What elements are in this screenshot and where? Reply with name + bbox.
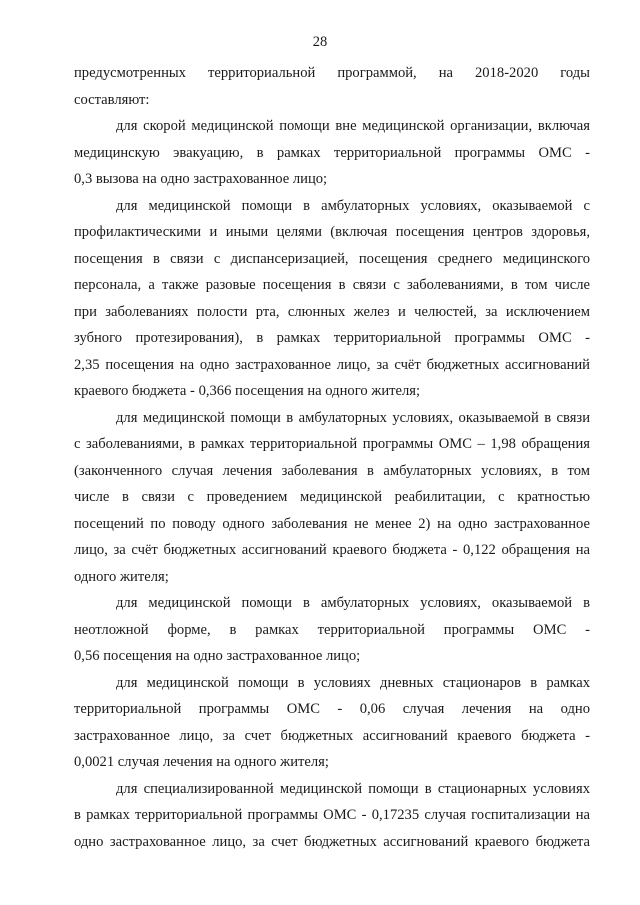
text-line: 0,3 вызова на одно застрахованное лицо; <box>74 171 328 187</box>
page-number: 28 <box>312 34 328 50</box>
text-line: числе в связи с проведением медицинской реабилитации, с кратностью <box>74 489 590 505</box>
text-line: составляют: <box>74 91 150 108</box>
text-line: 2,35 посещения на одно застрахованное лицо, за счёт бюджетных ассигнований <box>74 356 590 373</box>
text-line: одного жителя; <box>74 568 169 585</box>
text-line: краевого бюджета - 0,366 посещения на одного жителя; <box>74 383 421 399</box>
text-line: одно застрахованное лицо, за счет бюджетных ассигнований краевого бюджета <box>74 833 590 850</box>
text-line: персонала, а также разовые посещения в связи с заболеваниями, в том числе <box>74 277 590 293</box>
text-line: для медицинской помощи в амбулаторных условиях, оказываемой с <box>116 197 590 214</box>
text-line: территориальной программы ОМС - 0,06 случая лечения на одно <box>74 701 590 717</box>
text-line: медицинскую эвакуацию, в рамках территориальной программы ОМС - <box>74 144 590 161</box>
text-line: посещения в связи с диспансеризацией, посещения среднего медицинского <box>74 250 590 267</box>
text-line: для медицинской помощи в амбулаторных условиях, оказываемой в связи <box>116 409 590 426</box>
text-line: при заболеваниях полости рта, слюнных желез и челюстей, за исключением <box>74 303 590 320</box>
text-line: для медицинской помощи в условиях дневных стационаров в рамках <box>116 674 590 691</box>
text-line: посещений по поводу одного заболевания не менее 2) на одно застрахованное <box>74 515 590 532</box>
text-line: предусмотренных территориальной программой, на 2018-2020 годы <box>74 65 590 81</box>
text-line: профилактическими и иными целями (включая посещения центров здоровья, <box>74 224 590 240</box>
document-body <box>74 60 590 855</box>
text-line: 0,56 посещения на одно застрахованное лицо; <box>74 648 361 664</box>
text-line: 0,0021 случая лечения на одного жителя; <box>74 754 329 770</box>
text-line: для медицинской помощи в амбулаторных условиях, оказываемой в <box>116 595 590 611</box>
text-line: с заболеваниями, в рамках территориальной программы ОМС – 1,98 обращения <box>74 436 590 452</box>
text-line: застрахованное лицо, за счет бюджетных ассигнований краевого бюджета - <box>74 727 590 744</box>
text-line: (законченного случая лечения заболевания в амбулаторных условиях, в том <box>74 462 590 479</box>
text-line: неотложной форме, в рамках территориальной программы ОМС - <box>74 621 590 638</box>
text-line: в рамках территориальной программы ОМС - 0,17235 случая госпитализации на <box>74 807 590 823</box>
text-line: для скорой медицинской помощи вне медицинской организации, включая <box>116 118 590 134</box>
text-line: лицо, за счёт бюджетных ассигнований краевого бюджета - 0,122 обращения на <box>74 542 590 558</box>
text-line: для специализированной медицинской помощи в стационарных условиях <box>116 780 590 797</box>
text-line: зубного протезирования), в рамках территориальной программы ОМС - <box>74 330 590 346</box>
